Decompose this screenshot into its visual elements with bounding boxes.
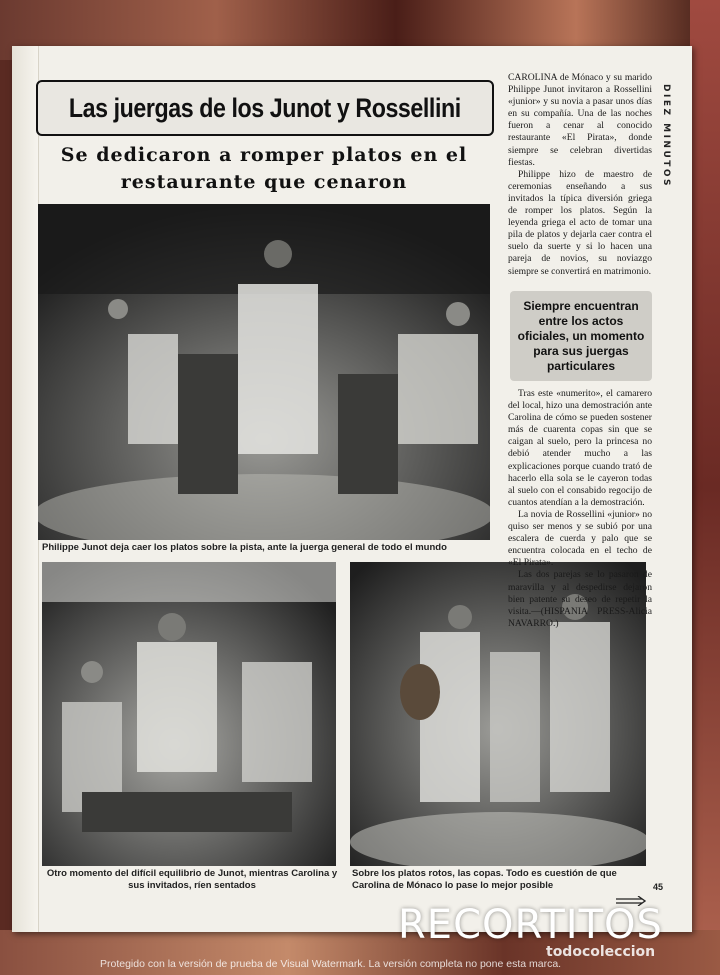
section-label: DIEZ MINUTOS [661, 84, 671, 189]
body-paragraph: Philippe hizo de maestro de ceremonias enseñando a sus invitados la típica diversión griega de romper los platos. Según la leyenda griega el acto de tomar una pila de platos y dejarla caer contra el suelo da suerte y si lo hacen una pareja de novios, su noviazgo siempre se convertirá en matrimonio. [508, 168, 652, 277]
pullquote-text: Siempre encuentran entre los actos oficiales, un momento para sus juergas particulares [517, 298, 645, 373]
headline: Las juergas de los Junot y Rossellini [69, 92, 461, 123]
main-photo [38, 204, 490, 540]
bottom-left-photo [42, 562, 336, 866]
body-column-continued [508, 388, 652, 630]
headline-box [36, 80, 494, 136]
brand-sub-watermark: todocoleccion [546, 944, 656, 960]
brand-watermark: RECORTITOS [398, 902, 663, 948]
main-photo-caption: Philippe Junot deja caer los platos sobre la pista, ante la juerga general de todo el mundo [42, 542, 447, 553]
page-binding [12, 46, 39, 932]
body-paragraph: Tras este «numerito», el camarero del local, hizo una demostración ante Carolina de cómo se pueden sostener más de cuarenta copas sin que se caigan al suelo, pero la princesa no debió atender mucho a las explicaciones porque cuando trató de hacerlo ella sola se le cayeron todas al suelo con el consabido regocijo de cuantos atendían a la demostración. [508, 388, 652, 508]
watermark-notice: Protegido con la versión de prueba de Visual Watermark. La versión completa no pone esta marca. [100, 958, 562, 970]
pullquote-box [510, 291, 652, 381]
body-paragraph: Las dos parejas se lo pasaron de maravilla y al despedirse dejaron bien patente su deseo de repetir la visita.—(HISPANIA PRESS-Alicia NAVARRO.) [508, 569, 652, 629]
body-paragraph: CAROLINA de Mónaco y su marido Philippe Junot invitaron a Rossellini «junior» y su novia a pasar unos días en su compañía. Una de las noches fueron a cenar al conocido restaurante «El Pirata», donde siempre se celebran divertidas fiestas. [508, 72, 652, 168]
bottom-left-caption: Otro momento del difícil equilibrio de Junot, mientras Carolina y sus invitados, ríen sentados [46, 868, 338, 891]
background-right [690, 0, 720, 975]
magazine-page [12, 46, 692, 932]
page-number: 45 [653, 882, 664, 892]
body-column [508, 72, 652, 278]
subtitle: Se dedicaron a romper platos en el restaurante que cenaron [60, 144, 468, 193]
body-paragraph: La novia de Rossellini «junior» no quiso ser menos y se subió por una escalera de cuerda y palo que se encuentra colocada en el techo de «El Pirata». [508, 508, 652, 569]
bottom-right-caption: Sobre los platos rotos, las copas. Todo es cuestión de que Carolina de Mónaco lo pase lo mejor posible [352, 868, 617, 891]
